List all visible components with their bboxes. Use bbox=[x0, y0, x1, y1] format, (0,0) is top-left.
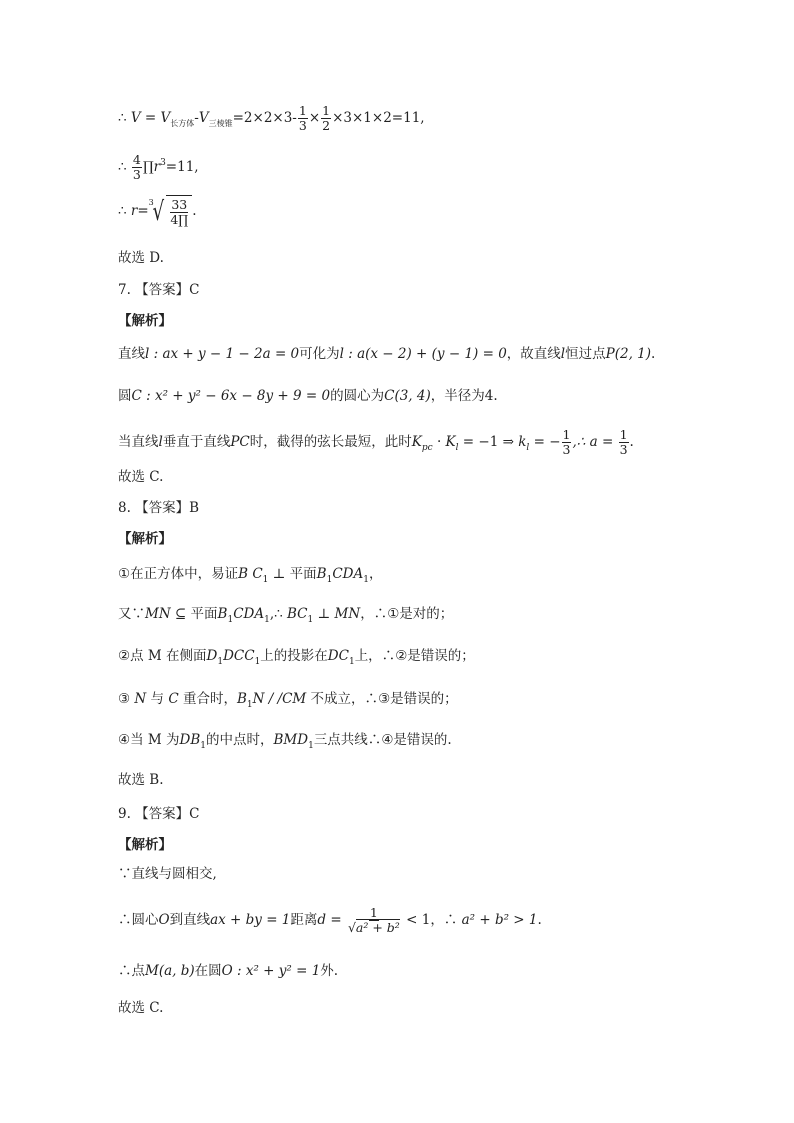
answer-line: 故选 C. bbox=[118, 469, 164, 485]
intersect-statement: ∵直线与圆相交, bbox=[118, 866, 217, 882]
question-answer: 7. 【答案】C bbox=[118, 282, 200, 298]
circle-center: 圆C : x² + y² − 6x − 8y + 9 = 0的圆心为C(3, 4)，半径为4. bbox=[118, 388, 498, 404]
fraction: $\frac{33}{4\prod}$ bbox=[170, 196, 189, 227]
statement-4: ④当 M 为$DB_1$的中点时，$BMD_1$三点共线∴④是错误的. bbox=[118, 732, 452, 751]
answer-line: 故选 B. bbox=[118, 772, 164, 788]
question-answer: 8. 【答案】B bbox=[118, 500, 200, 516]
cube-root: √ $\frac{33}{4\prod}$ bbox=[150, 195, 192, 229]
answer-line: 故选 D. bbox=[118, 250, 164, 266]
fraction: $\frac{1}{\text{√a² + b²}}$ bbox=[347, 905, 400, 935]
analysis-heading: 【解析】 bbox=[118, 313, 172, 329]
volume-equation: ∴ $V = V_{长方体}-V_{三棱锥}=2\times 2\times 3-$ $\frac{1}{3}$ × $\frac{1}{2}$ ×3×1×2=11, bbox=[118, 103, 425, 133]
radius-equation: ∴ r=$^3$ √ $\frac{33}{4\prod}$ . bbox=[118, 196, 197, 227]
fraction: $\frac{1}{3}$ bbox=[562, 427, 571, 457]
fraction: $\frac{4}{3}$ bbox=[132, 152, 141, 182]
statement-2: ②点 M 在侧面$D_1DCC_1$上的投影在$DC_1$上，∴②是错误的； bbox=[118, 648, 475, 667]
question-answer: 9. 【答案】C bbox=[118, 806, 200, 822]
analysis-heading: 【解析】 bbox=[118, 837, 172, 853]
distance-inequality: ∴圆心O到直线ax + by = 1距离d = $\frac{1}{\text{√a² + b²}}$ < 1，∴ a² + b² > 1. bbox=[118, 905, 542, 935]
statement-1: ①在正方体中，易证B $C_1$ ⊥ 平面$B_1CDA_1$， bbox=[118, 566, 383, 585]
statement-3: ③ N 与 C 重合时，$B_1N / /CM$ 不成立，∴③是错误的； bbox=[118, 691, 458, 710]
sphere-volume-equation: ∴ $\frac{4}{3}$ $\prod r^3=11$, bbox=[118, 152, 199, 182]
fraction: $\frac{1}{2}$ bbox=[322, 103, 331, 133]
point-outside-circle: ∴点M(a, b)在圆O : x² + y² = 1外. bbox=[118, 963, 339, 979]
statement-1-proof: 又∵MN ⊆ 平面$B_1CDA_1,\therefore$ $BC_1$ ⊥ MN，∴①是对的； bbox=[118, 606, 454, 625]
line-rewrite: 直线l : ax + y − 1 − 2a = 0可化为l : a(x − 2) + (y − 1) = 0，故直线l恒过点P(2, 1). bbox=[118, 346, 656, 362]
answer-line: 故选 C. bbox=[118, 1000, 164, 1016]
analysis-heading: 【解析】 bbox=[118, 531, 172, 547]
shortest-chord: 当直线l垂直于直线PC时，截得的弦长最短，此时$K_{pc} \cdot K_l = -1$ ⇒ $k_l$ = − $\frac{1}{3}$ ,∴ a = $\frac{1}{3}$ . bbox=[118, 427, 634, 457]
fraction: $\frac{1}{3}$ bbox=[619, 427, 628, 457]
fraction: $\frac{1}{3}$ bbox=[298, 103, 307, 133]
